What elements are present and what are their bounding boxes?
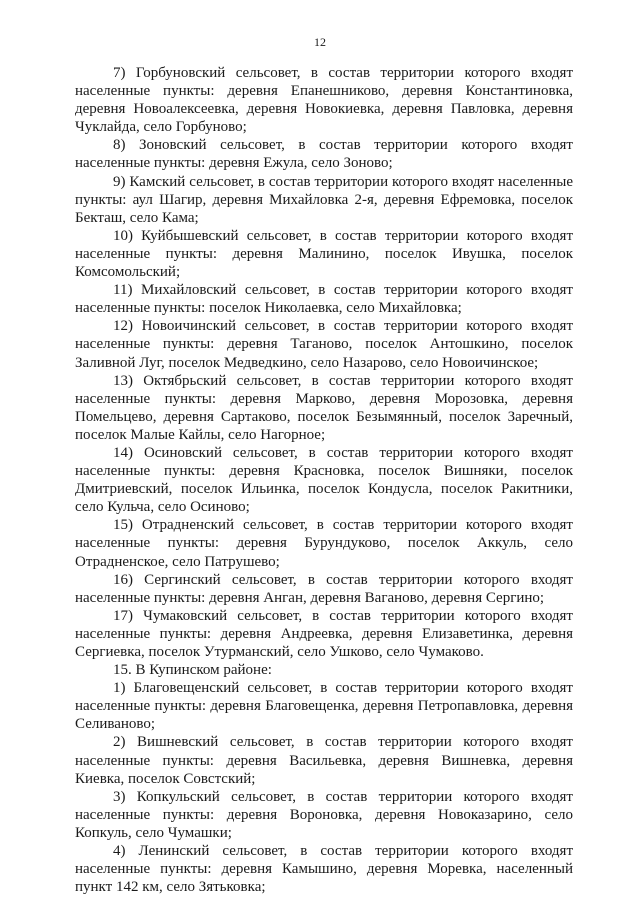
paragraph: 7) Горбуновский сельсовет, в состав территории которого входят населенные пункты: деревня Епанешниково, деревня Константиновка, деревня Новоалексеевка, деревня Новокиевка, деревня Павловка, деревня Чуклайда, село Горбуново; (75, 65, 573, 136)
paragraph: 10) Куйбышевский сельсовет, в состав территории которого входят населенные пункты: деревня Малинино, поселок Ивушка, поселок Комсомольский; (75, 227, 573, 281)
paragraph: 1) Благовещенский сельсовет, в состав территории которого входят населенные пункты: деревня Благовещенка, деревня Петропавловка, деревня Селиваново; (75, 680, 573, 733)
paragraph: 13) Октябрьский сельсовет, в состав территории которого входят населенные пункты: деревня Марково, деревня Морозовка, деревня Помельцево, деревня Сартаково, поселок Безымянный, поселок Заречный, поселок Малые Кайлы, село Нагорное; (75, 372, 573, 443)
document-body (75, 64, 573, 896)
paragraph: 3) Копкульский сельсовет, в состав территории которого входят населенные пункты: деревня Вороновка, деревня Новоказарино, село Копкуль, село Чумашки; (75, 788, 573, 841)
paragraph: 2) Вишневский сельсовет, в состав территории которого входят населенные пункты: деревня Васильевка, деревня Вишневка, деревня Киевка, поселок Совстский; (75, 734, 573, 787)
paragraph: 15) Отрадненский сельсовет, в состав территории которого входят населенные пункты: деревня Бурундуково, поселок Аккуль, село Отрадненское, село Патрушево; (75, 517, 573, 570)
paragraph: 4) Ленинский сельсовет, в состав территории которого входят населенные пункты: деревня Камышино, деревня Моревка, населенный пункт 142 км, село Зятьковка; (75, 843, 573, 896)
paragraph: 12) Новоичинский сельсовет, в состав территории которого входят населенные пункты: деревня Таганово, поселок Антошкино, поселок Заливной Луг, поселок Медведкино, село Назарово, село Новоичинское; (75, 318, 573, 371)
paragraph: 14) Осиновский сельсовет, в состав территории которого входят населенные пункты: деревня Красновка, поселок Вишняки, поселок Дмитриевский, поселок Ильинка, поселок Кондусла, поселок Ракитники, село Кульча, село Осиново; (75, 444, 573, 516)
paragraph: 8) Зоновский сельсовет, в состав территории которого входят населенные пункты: деревня Ежула, село Зоново; (75, 137, 573, 172)
paragraph: 17) Чумаковский сельсовет, в состав территории которого входят населенные пункты: деревня Андреевка, деревня Елизаветинка, деревня Сергиевка, поселок Утурманский, село Ушково, село Чумаково. (75, 607, 573, 660)
paragraph: 9) Камский сельсовет, в состав территории которого входят населенные пункты: аул Шагир, деревня Михайловка 2-я, деревня Ефремовка, поселок Бекташ, село Кама; (75, 173, 573, 226)
page-number: 12 (314, 35, 326, 49)
paragraph: 16) Сергинский сельсовет, в состав территории которого входят населенные пункты: деревня Анган, деревня Ваганово, деревня Сергино; (75, 571, 573, 606)
paragraph: 11) Михайловский сельсовет, в состав территории которого входят населенные пункты: поселок Николаевка, село Михайловка; (75, 282, 573, 317)
section-heading: 15. В Купинском районе: (113, 662, 272, 679)
